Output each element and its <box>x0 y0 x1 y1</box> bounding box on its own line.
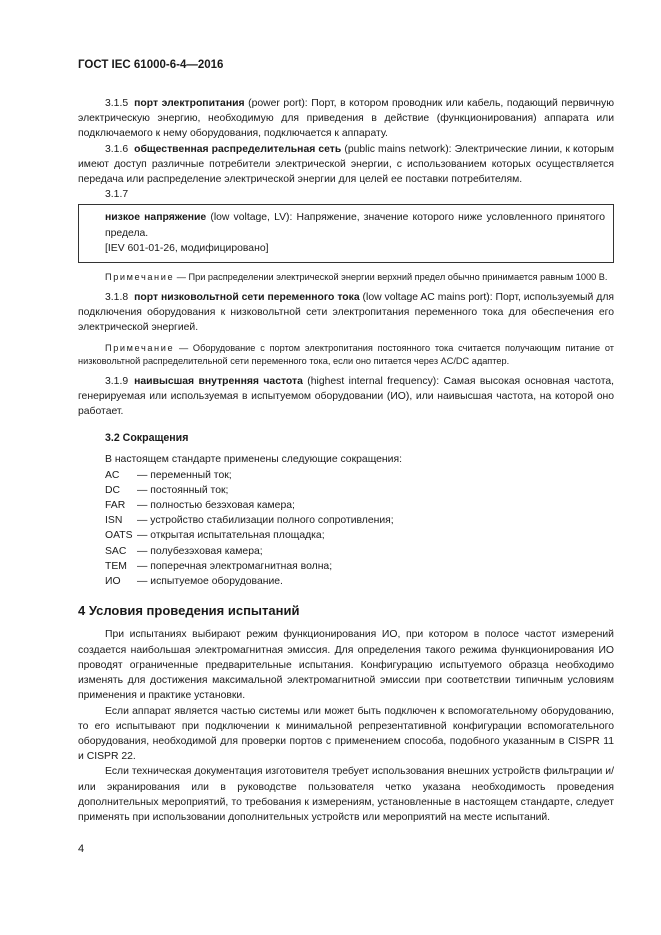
section4-paragraph: Если аппарат является частью системы или может быть подключен к вспомогательному оборудованию, то его испытывают при подключении к минимальной репрезентативной конфигурации вспомогательного оборудования, необходимой для проверки портов с применением способа, подобного указанным в CISPR 11 и CISPR 22. <box>78 705 614 763</box>
abbr-code: ИО <box>105 576 121 588</box>
abbr-desc: — испытуемое оборудование. <box>137 576 283 588</box>
abbreviations-intro: В настоящем стандарте применены следующие сокращения: <box>105 454 402 466</box>
term-definition: (low voltage, LV): Напряжение, значение которого ниже условленного принятого предела. <box>105 212 605 239</box>
note-2 <box>78 342 614 368</box>
term-name: порт низковольтной сети переменного тока <box>134 292 360 304</box>
abbr-desc: — полностью безэховая камера; <box>137 500 295 512</box>
section4-paragraph: При испытаниях выбирают режим функционирования ИО, при котором в полосе частот измерений создается наибольшая электромагнитная эмиссия. Для определения такого режима функционирования ИО проводят ограниченные предварительные испытания. Конфигурацию испытуемого образца необходимо изменять для достижения максимальной электромагнитной эмиссии при соответствии типичным условиям применения и практике установки. <box>78 629 614 702</box>
abbreviation-item <box>105 544 614 559</box>
note-1 <box>78 271 614 284</box>
term-definition: (highest internal frequency): Самая высокая основная частота, генерируемая или используемая в испытуемом оборудовании (ИО), или наивысшая частота, на которой оно работает. <box>78 375 614 418</box>
term-number: 3.1.9 <box>105 375 129 387</box>
term-reference: [IEV 601-01-26, модифицировано] <box>105 242 269 254</box>
note-label: Примечание <box>105 342 175 353</box>
term-number: 3.1.5 <box>105 98 129 109</box>
abbreviation-item <box>105 498 614 513</box>
abbr-code: SAC <box>105 545 127 557</box>
abbr-code: TEM <box>105 560 127 572</box>
abbreviation-item <box>105 513 614 528</box>
term-name: порт электропитания <box>134 98 245 109</box>
term-3-1-7-number: 3.1.7 <box>105 189 129 201</box>
abbreviation-item <box>105 574 614 589</box>
term-name: общественная распределительная сеть <box>134 143 342 155</box>
term-name: наивысшая внутренняя частота <box>134 375 303 387</box>
term-definition: (power port): Порт, в котором проводник или кабель, подающий первичную электрическую энергию, необходимую для приведения в действие (функционирования) аппарата или подключаемого к нему оборудования, подключается к аппарату. <box>78 98 614 140</box>
abbr-desc: — полубезэховая камера; <box>137 545 263 557</box>
abbr-code: DC <box>105 484 121 496</box>
abbreviation-item <box>105 483 614 498</box>
term-3-1-5 <box>78 96 614 142</box>
abbreviation-item <box>105 559 614 574</box>
abbr-desc: — открытая испытательная площадка; <box>137 530 325 542</box>
term-number: 3.1.6 <box>105 143 129 155</box>
term-3-1-7-box <box>78 204 614 263</box>
section-heading-4: 4 Условия проведения испытаний <box>78 603 300 619</box>
note-text: — Оборудование с портом электропитания постоянного тока считается получающим питание от низковольтной распределительной сети переменного тока, если оно питается через AC/DC адаптер. <box>78 342 614 366</box>
abbr-code: OATS <box>105 530 133 542</box>
term-number: 3.1.8 <box>105 292 129 304</box>
abbreviation-item <box>105 468 614 483</box>
note-label: Примечание <box>105 272 175 283</box>
section-heading-3-2: 3.2 Сокращения <box>105 432 189 445</box>
abbr-code: ISN <box>105 515 123 527</box>
abbr-desc: — поперечная электромагнитная волна; <box>137 560 333 572</box>
term-name: низкое напряжение <box>105 212 207 224</box>
term-3-1-8 <box>78 290 614 336</box>
document-header: ГОСТ IEC 61000-6-4—2016 <box>78 59 224 71</box>
term-3-1-9 <box>78 374 614 420</box>
abbr-desc: — устройство стабилизации полного сопротивления; <box>137 515 394 527</box>
abbreviation-item <box>105 528 614 543</box>
term-definition: (public mains network): Электрические линии, к которым имеют доступ различные потребители электрической энергии, с использованием которых осуществляется передача или распределение электрической энергии для целей ее поставки потребителям. <box>78 143 614 186</box>
term-definition: (low voltage AC mains port): Порт, используемый для подключения оборудования к низковольтной сети электропитания переменного тока для обеспечения его электрической энергией. <box>78 292 615 334</box>
document-body <box>78 96 614 825</box>
abbr-desc: — постоянный ток; <box>137 484 229 496</box>
term-3-1-6 <box>78 142 614 188</box>
page-number: 4 <box>78 843 85 855</box>
section4-paragraph: Если техническая документация изготовителя требует использования внешних устройств фильтрации и/или экранирования или в руководстве пользователя четко указана необходимость проведения дополнительных мероприятий, то требования к измерениям, установленные в настоящем стандарте, следует применять при использовании дополнительных устройств или мероприятий на месте испытаний. <box>78 766 614 823</box>
abbr-code: FAR <box>105 500 126 512</box>
abbr-code: AC <box>105 469 120 481</box>
note-text: — При распределении электрической энергии верхний предел обычно принимается равным 1000 В. <box>176 272 608 283</box>
abbr-desc: — переменный ток; <box>137 469 232 481</box>
